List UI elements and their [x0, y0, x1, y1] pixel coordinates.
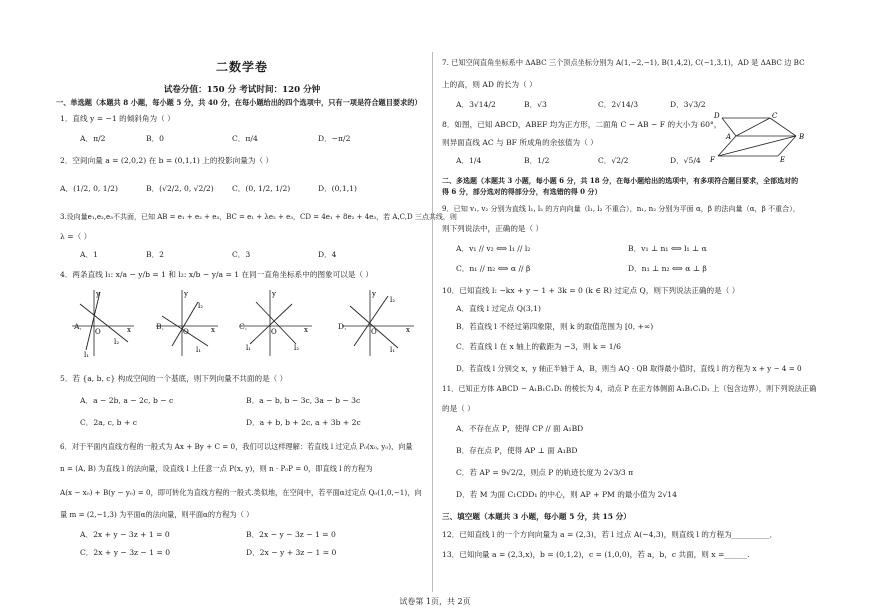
section-3-heading: 三、填空题（本题共 3 小题，每小题 5 分，共 15 分） — [442, 512, 631, 521]
q10-option-a: A．直线 l 过定点 Q(3,1) — [456, 304, 541, 313]
exam-title: 二数学卷 — [215, 60, 268, 74]
q4-graph-b — [152, 286, 222, 358]
q4c-l1-label: l₁ — [246, 344, 252, 352]
q6-option-d: D．2x − y + 3z − 1 = 0 — [246, 548, 337, 557]
q4b-x-label: x — [211, 326, 215, 334]
q3-stem-line2: λ =（ ） — [60, 232, 92, 241]
q8-fig-label-f: F — [710, 156, 715, 164]
q6-option-c: C．2x + y − 3z − 1 = 0 — [80, 548, 171, 557]
q6-option-a: A．2x + y − 3z + 1 = 0 — [80, 530, 170, 539]
q4c-origin-label: O — [271, 328, 277, 336]
q4-graph-a — [68, 286, 138, 358]
q7-stem-line2: 上的高，则 AD 的长为（ ） — [442, 80, 537, 89]
q4d-l1-label: l₁ — [390, 346, 396, 354]
q6-stem-line4: 量 m = (2,−1,3) 为平面α的法向量，则平面α的方程为（ ） — [60, 510, 254, 519]
q9-stem-line2: 则下列说法中，正确的是（ ） — [442, 224, 544, 233]
q1-option-b: B．0 — [146, 134, 165, 143]
q11-stem-line2: 的是（ ） — [442, 404, 475, 413]
q4b-l2-label: l₂ — [198, 302, 204, 310]
section-2-heading-line1: 二、多选题（本题共 3 小题，每小题 6 分，共 18 分，在每小题给出的选项中，有多项符合题目要求，全部选对的 — [442, 176, 799, 185]
q4-option-c: C． — [239, 322, 253, 331]
q5-option-d: D．a + b, b + 2c, a + 3b + 2c — [246, 418, 361, 427]
q4b-origin-label: O — [183, 328, 189, 336]
q6-stem-line2: n = (A, B) 为直线 l 的法向量，设直线 l 上任意一点 P(x, y)，则 n · P₀P = 0，即直线 l 的方程为 — [60, 464, 373, 473]
q8-stem-line1: 8．如图，已知 ABCD，ABEF 均为正方形，二面角 C − AB − F 的大小为 60°， — [442, 120, 722, 129]
q4a-origin-label: O — [95, 328, 101, 336]
section-1-heading: 一、单选题（本题共 8 小题，每小题 5 分，共 40 分，在每小题给出的四个选项中，只有一项是符合题目要求的） — [56, 98, 422, 107]
q4c-y-label: y — [272, 290, 276, 298]
q3-option-b: B．2 — [146, 250, 165, 259]
q8-stem-line2: 则异面直线 AC 与 BF 所成角的余弦值为（ ） — [442, 138, 598, 147]
q4c-l2-label: l₂ — [294, 344, 300, 352]
q9-option-a: A．v₁ // v₂ ⟺ l₁ // l₂ — [456, 244, 531, 253]
q10-stem: 10．已知直线 l: −kx + y − 1 + 3k = 0 (k ∈ R) 过定点 Q，则下列说法正确的是（ ） — [442, 286, 740, 295]
q10-option-c: C．若直线 l 在 x 轴上的截距为 −3，则 k = 1/6 — [456, 342, 621, 351]
q1-option-d: D．−π/2 — [318, 134, 351, 143]
q13-stem: 13．已知向量 a = (2,3,x)，b = (0,1,2)，c = (1,0,0)，若 a，b，c 共面，则 x =______. — [442, 550, 750, 559]
q2-option-c: C．(0, 1/2, 1/2) — [232, 184, 291, 193]
q9-option-d: D．n₁ ⊥ n₂ ⟺ α ⊥ β — [628, 264, 707, 273]
exam-subtitle: 试卷分值：150 分 考试时间：120 分钟 — [163, 85, 321, 95]
q8-option-c: C．√2/2 — [598, 156, 629, 165]
q4a-x-label: x — [127, 326, 131, 334]
q7-stem-line1: 7. 已知空间直角坐标系中 ΔABC 三个顶点坐标分别为 A(1,−2,−1), B(1,4,2), C(−1,3,1)，AD 是 ΔABC 边 BC — [442, 58, 805, 67]
q9-option-b: B．v₁ ⊥ n₁ ⟺ l₁ ⊥ α — [628, 244, 707, 253]
q8-fig-label-b: B — [799, 133, 805, 141]
q4d-l2-label: l₂ — [390, 296, 396, 304]
q7-option-a: A．3√14/2 — [456, 100, 496, 109]
q8-fig-label-c: C — [772, 112, 778, 120]
q10-option-b: B．若直线 l 不经过第四象限，则 k 的取值范围为 [0, +∞) — [456, 322, 654, 331]
q4-graph-d — [338, 286, 418, 358]
q8-fig-label-a: A — [726, 133, 732, 141]
q7-option-b: B．√3 — [524, 100, 547, 109]
q6-stem-line3: A(x − x₀) + B(y − y₀) = 0，即可转化为直线方程的一般式.类似地，在空间中，若平面α过定点 Q₀(1,0,−1)，向 — [60, 488, 422, 497]
q9-stem-line1: 9．已知 v₁, v₂ 分别为直线 l₁, l₂ 的方向向量（l₁, l₂ 不重合），n₁, n₂ 分别为平面 α，β 的法向量（α，β 不重合）， — [442, 204, 800, 213]
q9-option-c: C．n₁ // n₂ ⟺ α // β — [456, 264, 531, 273]
column-divider — [432, 52, 433, 592]
q8-fig-label-e: E — [780, 156, 786, 164]
q10-option-d: D．若直线 l 分别交 x，y 轴正半轴于 A，B，则当 AQ · QB 取得最小值时，直线 l 的方程为 x + y − 4 = 0 — [456, 364, 802, 373]
q11-stem-line1: 11．已知正方体 ABCD − A₁B₁C₁D₁ 的棱长为 4，动点 P 在正方体侧面 A₁B₁C₁D₁ 上（包含边界），则下列说法正确 — [442, 384, 817, 393]
q5-stem: 5．若 {a, b, c} 构成空间的一个基底，则下列向量不共面的是（ ） — [60, 374, 288, 383]
q4-stem: 4．两条直线 l₁: x/a − y/b = 1 和 l₂: x/b − y/a = 1 在同一直角坐标系中的图象可以是（ ） — [60, 270, 374, 279]
q8-fig-label-d: D — [714, 112, 720, 120]
q5-option-c: C．2a, c, b + c — [80, 418, 137, 427]
q11-option-d: D．若 M 为面 C₁CDD₁ 的中心，则 AP + PM 的最小值为 2√14 — [456, 490, 677, 499]
q11-option-b: B．存在点 P，使得 AP ⊥ 面 A₁BD — [456, 446, 578, 455]
q4a-y-label: y — [96, 290, 100, 298]
q8-option-b: B．1/2 — [524, 156, 550, 165]
q2-option-a: A．(1/2, 0, 1/2) — [60, 184, 118, 193]
q4c-x-label: x — [304, 326, 308, 334]
q4-option-b: B． — [156, 322, 170, 331]
q1-option-c: C．π/4 — [232, 134, 258, 143]
q6-option-b: B．2x − y − 3z − 1 = 0 — [246, 530, 336, 539]
q4-graph-c — [236, 286, 316, 358]
q3-option-c: C．3 — [232, 250, 251, 259]
q2-option-d: D．(0,1,1) — [318, 184, 357, 193]
q11-option-a: A．不存在点 P，使得 CP // 面 A₁BD — [456, 424, 584, 433]
q5-option-b: B．a − b, b − 3c, 3a − b − 3c — [246, 396, 361, 405]
q2-stem: 2．空间向量 a = (2,0,2) 在 b = (0,1,1) 上的投影向量为（ ） — [60, 156, 274, 165]
q8-option-d: D．√5/4 — [670, 156, 701, 165]
q4a-l2-label: l₂ — [114, 338, 120, 346]
q7-option-d: D．3√3/2 — [670, 100, 706, 109]
q4a-l1-label: l₁ — [84, 351, 90, 358]
q6-stem-line1: 6．对于平面内直线方程的一般式为 Ax + By + C = 0，我们可以这样理解：若直线 l 过定点 P₀(x₀, y₀)，向量 — [60, 442, 413, 451]
q3-stem-line1: 3.设向量e₁,e₂,e₃不共面，已知 AB = e₁ + e₂ + e₃，BC = e₁ + λe₂ + e₃，CD = 4e₁ + 8e₂ + 4e₃，若 A,C,D 三点共线，则 — [60, 213, 457, 221]
q4d-x-label: x — [406, 326, 410, 334]
q4b-y-label: y — [184, 290, 188, 298]
q4d-origin-label: O — [371, 328, 377, 336]
q12-stem: 12．已知直线 l 的一个方向向量为 a = (2,3)，若 l 过点 A(−4,3)，则直线 l 的方程为__________． — [442, 530, 778, 539]
q3-option-d: D．4 — [318, 250, 337, 259]
q8-figure — [710, 108, 816, 166]
q7-option-c: C．2√14/3 — [598, 100, 639, 109]
q4b-l1-label: l₁ — [196, 346, 202, 354]
q1-option-a: A．π/2 — [80, 134, 106, 143]
q2-option-b: B．(√2/2, 0, √2/2) — [146, 184, 214, 193]
q5-option-a: A．a − 2b, a − 2c, b − c — [80, 396, 174, 405]
page-footer: 试卷第 1页，共 2页 — [399, 597, 471, 606]
q3-option-a: A．1 — [80, 250, 98, 259]
q11-option-c: C．若 AP = 9√2/2，则点 P 的轨迹长度为 2√3/3 π — [456, 468, 634, 477]
q4-option-a: A． — [74, 322, 88, 331]
q4-option-d: D． — [338, 322, 352, 331]
q8-option-a: A．1/4 — [456, 156, 482, 165]
q1-stem: 1．直线 y = −1 的倾斜角为（ ） — [60, 114, 175, 123]
q4d-y-label: y — [372, 290, 376, 298]
section-2-heading-line2: 得 6 分，部分选对的得部分分，有选错的得 0 分） — [442, 187, 602, 196]
